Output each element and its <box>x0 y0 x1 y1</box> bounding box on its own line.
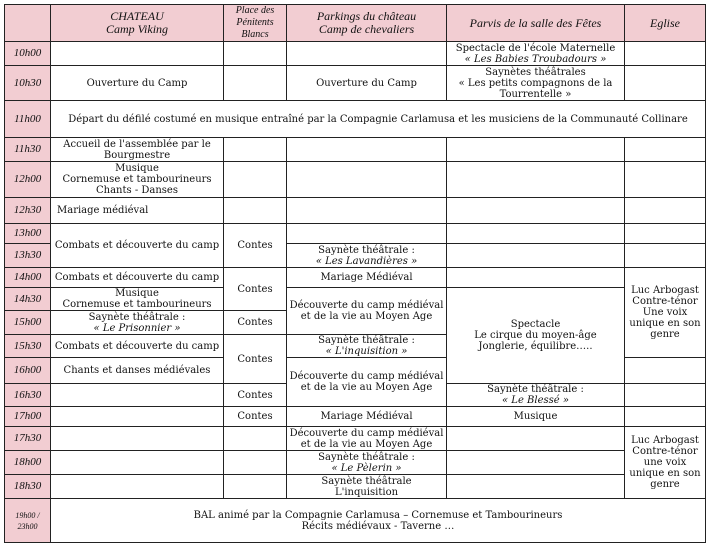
cell-place: Contes <box>224 268 287 311</box>
cell-chateau: Combats et découverte du camp <box>51 335 224 358</box>
cell-chateau: Musique Cornemuse et tambourineurs <box>51 288 224 311</box>
header-parvis: Parvis de la salle des Fêtes <box>447 5 625 42</box>
header-parkings: Parkings du château Camp de chevaliers <box>287 5 447 42</box>
time-cell: 15h00 <box>5 311 51 335</box>
time-cell: 16h30 <box>5 384 51 407</box>
cell-parkings: Saynète théâtrale : « Les Lavandières » <box>287 244 447 268</box>
cell-parvis <box>447 427 625 451</box>
row-13h00 <box>5 224 706 244</box>
cell-chateau: Musique Cornemuse et tambourineurs Chants - Danses <box>51 162 224 198</box>
cell-parvis <box>447 475 625 499</box>
row-14h00 <box>5 268 706 288</box>
time-cell: 12h30 <box>5 198 51 224</box>
header-chateau: CHATEAU Camp Viking <box>51 5 224 42</box>
row-10h30 <box>5 66 706 101</box>
cell-chateau: Accueil de l'assemblée par le Bourgmestre <box>51 138 224 162</box>
cell-place <box>224 475 287 499</box>
cell-eglise <box>625 358 706 384</box>
cell-place: Contes <box>224 407 287 427</box>
cell-parvis <box>447 162 625 198</box>
cell-parvis: Saynètes théâtrales « Les petits compagnons de la Tourrentelle » <box>447 66 625 101</box>
time-cell: 17h00 <box>5 407 51 427</box>
cell-parkings <box>287 224 447 244</box>
cell-eglise <box>625 198 706 224</box>
time-cell: 13h00 <box>5 224 51 244</box>
cell-parkings: Saynète théâtrale L'inquisition <box>287 475 447 499</box>
cell-eglise <box>625 138 706 162</box>
cell-parvis <box>447 268 625 288</box>
schedule-table <box>4 4 706 543</box>
cell-all-venues: BAL animé par la Compagnie Carlamusa – Cornemuse et Tambourineurs Récits médiévaux - Taverne … <box>51 499 706 543</box>
time-cell: 11h30 <box>5 138 51 162</box>
cell-eglise <box>625 66 706 101</box>
cell-parvis <box>447 451 625 475</box>
row-18h00 <box>5 451 706 475</box>
cell-place <box>224 66 287 101</box>
cell-chateau: Mariage médiéval <box>51 198 224 224</box>
cell-parkings <box>287 42 447 66</box>
time-cell: 19h00 / 23h00 <box>5 499 51 543</box>
cell-eglise: Luc Arbogast Contre-ténor une voix unique en son genre <box>625 427 706 499</box>
cell-chateau: Combats et découverte du camp <box>51 268 224 288</box>
row-18h30 <box>5 475 706 499</box>
cell-parkings: Mariage Médiéval <box>287 268 447 288</box>
cell-eglise: Luc Arbogast Contre-ténor Une voix unique en son genre <box>625 268 706 358</box>
time-cell: 14h00 <box>5 268 51 288</box>
time-cell: 12h00 <box>5 162 51 198</box>
time-cell: 18h30 <box>5 475 51 499</box>
cell-chateau: Saynète théâtrale : « Le Prisonnier » <box>51 311 224 335</box>
cell-eglise <box>625 384 706 407</box>
cell-parkings: Saynète théâtrale : « L'inquisition » <box>287 335 447 358</box>
row-10h00 <box>5 42 706 66</box>
cell-parkings <box>287 138 447 162</box>
cell-parkings <box>287 198 447 224</box>
cell-eglise <box>625 224 706 244</box>
row-12h30 <box>5 198 706 224</box>
header-eglise: Eglise <box>625 5 706 42</box>
cell-parkings: Découverte du camp médiéval et de la vie au Moyen Age <box>287 427 447 451</box>
header-time <box>5 5 51 42</box>
cell-parvis: Musique <box>447 407 625 427</box>
row-11h00 <box>5 101 706 138</box>
cell-place: Contes <box>224 384 287 407</box>
cell-parkings: Découverte du camp médiéval et de la vie au Moyen Age <box>287 358 447 407</box>
header-place: Place des Pénitents Blancs <box>224 5 287 42</box>
cell-chateau <box>51 427 224 451</box>
cell-chateau <box>51 384 224 407</box>
time-cell: 18h00 <box>5 451 51 475</box>
row-11h30 <box>5 138 706 162</box>
time-cell: 11h00 <box>5 101 51 138</box>
cell-parkings <box>287 162 447 198</box>
row-14h30 <box>5 288 706 311</box>
cell-eglise <box>625 162 706 198</box>
cell-place: Contes <box>224 311 287 335</box>
cell-place <box>224 138 287 162</box>
cell-place <box>224 42 287 66</box>
cell-parkings: Découverte du camp médiéval et de la vie au Moyen Age <box>287 288 447 335</box>
cell-parkings: Saynète théâtrale : « Le Pèlerin » <box>287 451 447 475</box>
cell-parkings: Mariage Médiéval <box>287 407 447 427</box>
time-cell: 16h00 <box>5 358 51 384</box>
program-schedule <box>4 4 705 546</box>
row-17h30 <box>5 427 706 451</box>
cell-chateau: Ouverture du Camp <box>51 66 224 101</box>
cell-chateau <box>51 407 224 427</box>
row-17h00 <box>5 407 706 427</box>
cell-chateau <box>51 42 224 66</box>
time-cell: 14h30 <box>5 288 51 311</box>
cell-parvis <box>447 198 625 224</box>
cell-chateau <box>51 475 224 499</box>
cell-parvis <box>447 244 625 268</box>
cell-parvis <box>447 224 625 244</box>
cell-eglise <box>625 42 706 66</box>
cell-place <box>224 427 287 451</box>
cell-chateau <box>51 451 224 475</box>
time-cell: 17h30 <box>5 427 51 451</box>
cell-place <box>224 162 287 198</box>
cell-parvis: Spectacle Le cirque du moyen-âge Jonglerie, équilibre….. <box>447 288 625 384</box>
cell-place <box>224 451 287 475</box>
cell-place: Contes <box>224 224 287 268</box>
time-cell: 15h30 <box>5 335 51 358</box>
row-12h00 <box>5 162 706 198</box>
cell-place <box>224 198 287 224</box>
row-19h00-23h00 <box>5 499 706 543</box>
cell-eglise <box>625 407 706 427</box>
time-cell: 13h30 <box>5 244 51 268</box>
header-row <box>5 5 706 42</box>
cell-parvis: Spectacle de l'école Maternelle « Les Babies Troubadours » <box>447 42 625 66</box>
time-cell: 10h00 <box>5 42 51 66</box>
cell-eglise <box>625 244 706 268</box>
cell-all-venues: Départ du défilé costumé en musique entraîné par la Compagnie Carlamusa et les musiciens de la Communauté Collinare <box>51 101 706 138</box>
cell-parvis <box>447 138 625 162</box>
cell-parvis: Saynète théâtrale : « Le Blessé » <box>447 384 625 407</box>
cell-chateau: Combats et découverte du camp <box>51 224 224 268</box>
time-cell: 10h30 <box>5 66 51 101</box>
cell-parkings: Ouverture du Camp <box>287 66 447 101</box>
cell-chateau: Chants et danses médiévales <box>51 358 224 384</box>
cell-place: Contes <box>224 335 287 384</box>
